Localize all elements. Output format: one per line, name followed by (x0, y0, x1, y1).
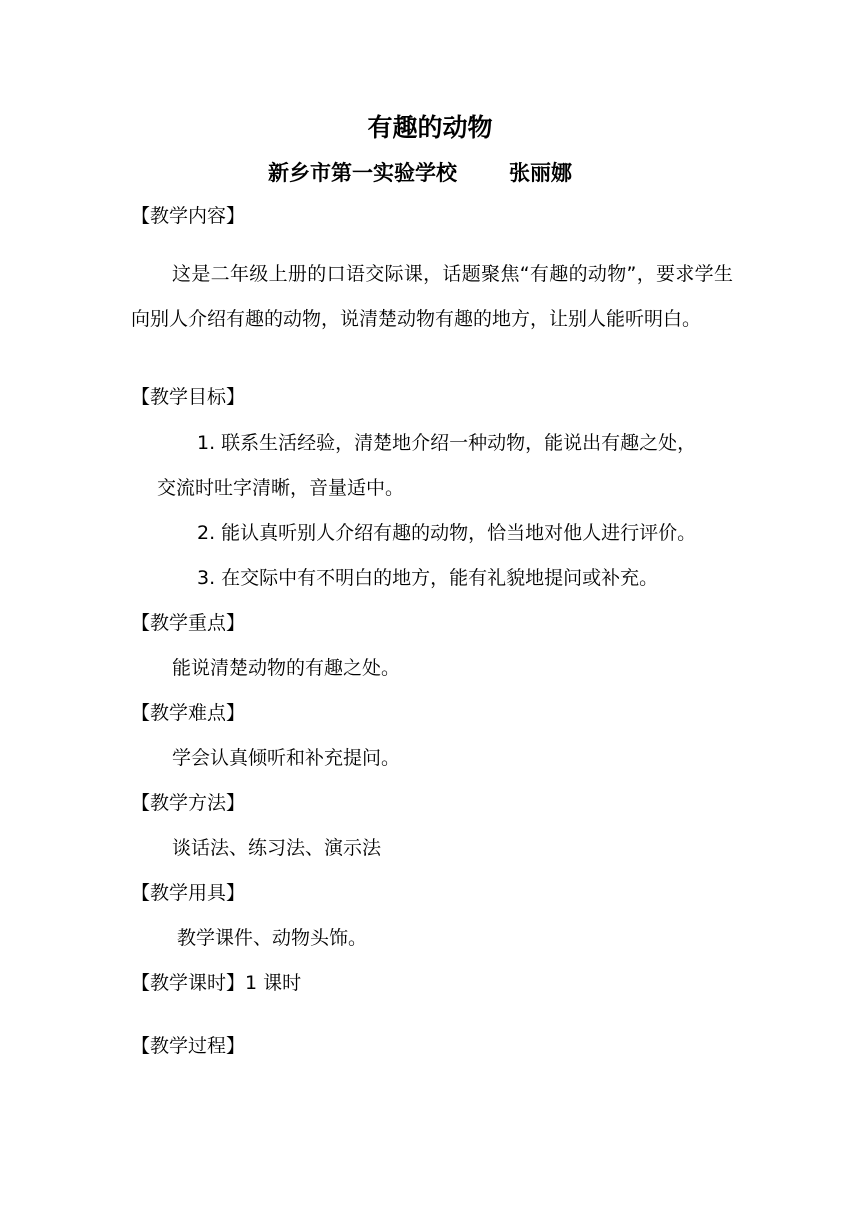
methods-text: 谈话法、练习法、演示法 (172, 837, 382, 859)
document-title: 有趣的动物 (367, 113, 493, 142)
section-heading-tools: 【教学用具】 (131, 882, 246, 904)
document-subtitle (268, 160, 572, 186)
key-points-text: 能说清楚动物的有趣之处。 (172, 657, 401, 679)
section-heading-methods: 【教学方法】 (131, 792, 246, 814)
objective-item-1 (197, 431, 696, 455)
objective-number: 3. (197, 567, 216, 589)
hours-heading-label: 【教学课时】 (131, 972, 246, 994)
objective-item-2 (197, 521, 696, 545)
objective-text: 能认真听别人介绍有趣的动物，恰当地对他人进行评价。 (221, 522, 697, 544)
hours-value: 1 课时 (245, 972, 302, 994)
difficulties-text: 学会认真倾听和补充提问。 (172, 747, 401, 769)
section-heading-difficulties: 【教学难点】 (131, 702, 246, 724)
section-heading-objectives: 【教学目标】 (131, 386, 246, 408)
tools-text: 教学课件、动物头饰。 (177, 927, 368, 949)
objective-item-1-continued: 交流时吐字清晰，音量适中。 (157, 477, 405, 499)
school-name: 新乡市第一实验学校 (268, 161, 457, 185)
content-paragraph: 这是二年级上册的口语交际课，话题聚焦“有趣的动物”，要求学生向别人介绍有趣的动物，说清楚动物有趣的地方，让别人能听明白。 (131, 263, 733, 330)
objective-item-3 (197, 566, 658, 590)
section-heading-key-points: 【教学重点】 (131, 612, 246, 634)
section-heading-content: 【教学内容】 (131, 205, 246, 227)
section-heading-hours (131, 971, 301, 995)
section-heading-process: 【教学过程】 (131, 1035, 246, 1057)
author-name: 张丽娜 (509, 161, 572, 185)
objective-number: 1. (197, 432, 216, 454)
objective-text: 联系生活经验，清楚地介绍一种动物，能说出有趣之处， (221, 432, 697, 454)
objective-text: 在交际中有不明白的地方，能有礼貌地提问或补充。 (221, 567, 659, 589)
objective-number: 2. (197, 522, 216, 544)
